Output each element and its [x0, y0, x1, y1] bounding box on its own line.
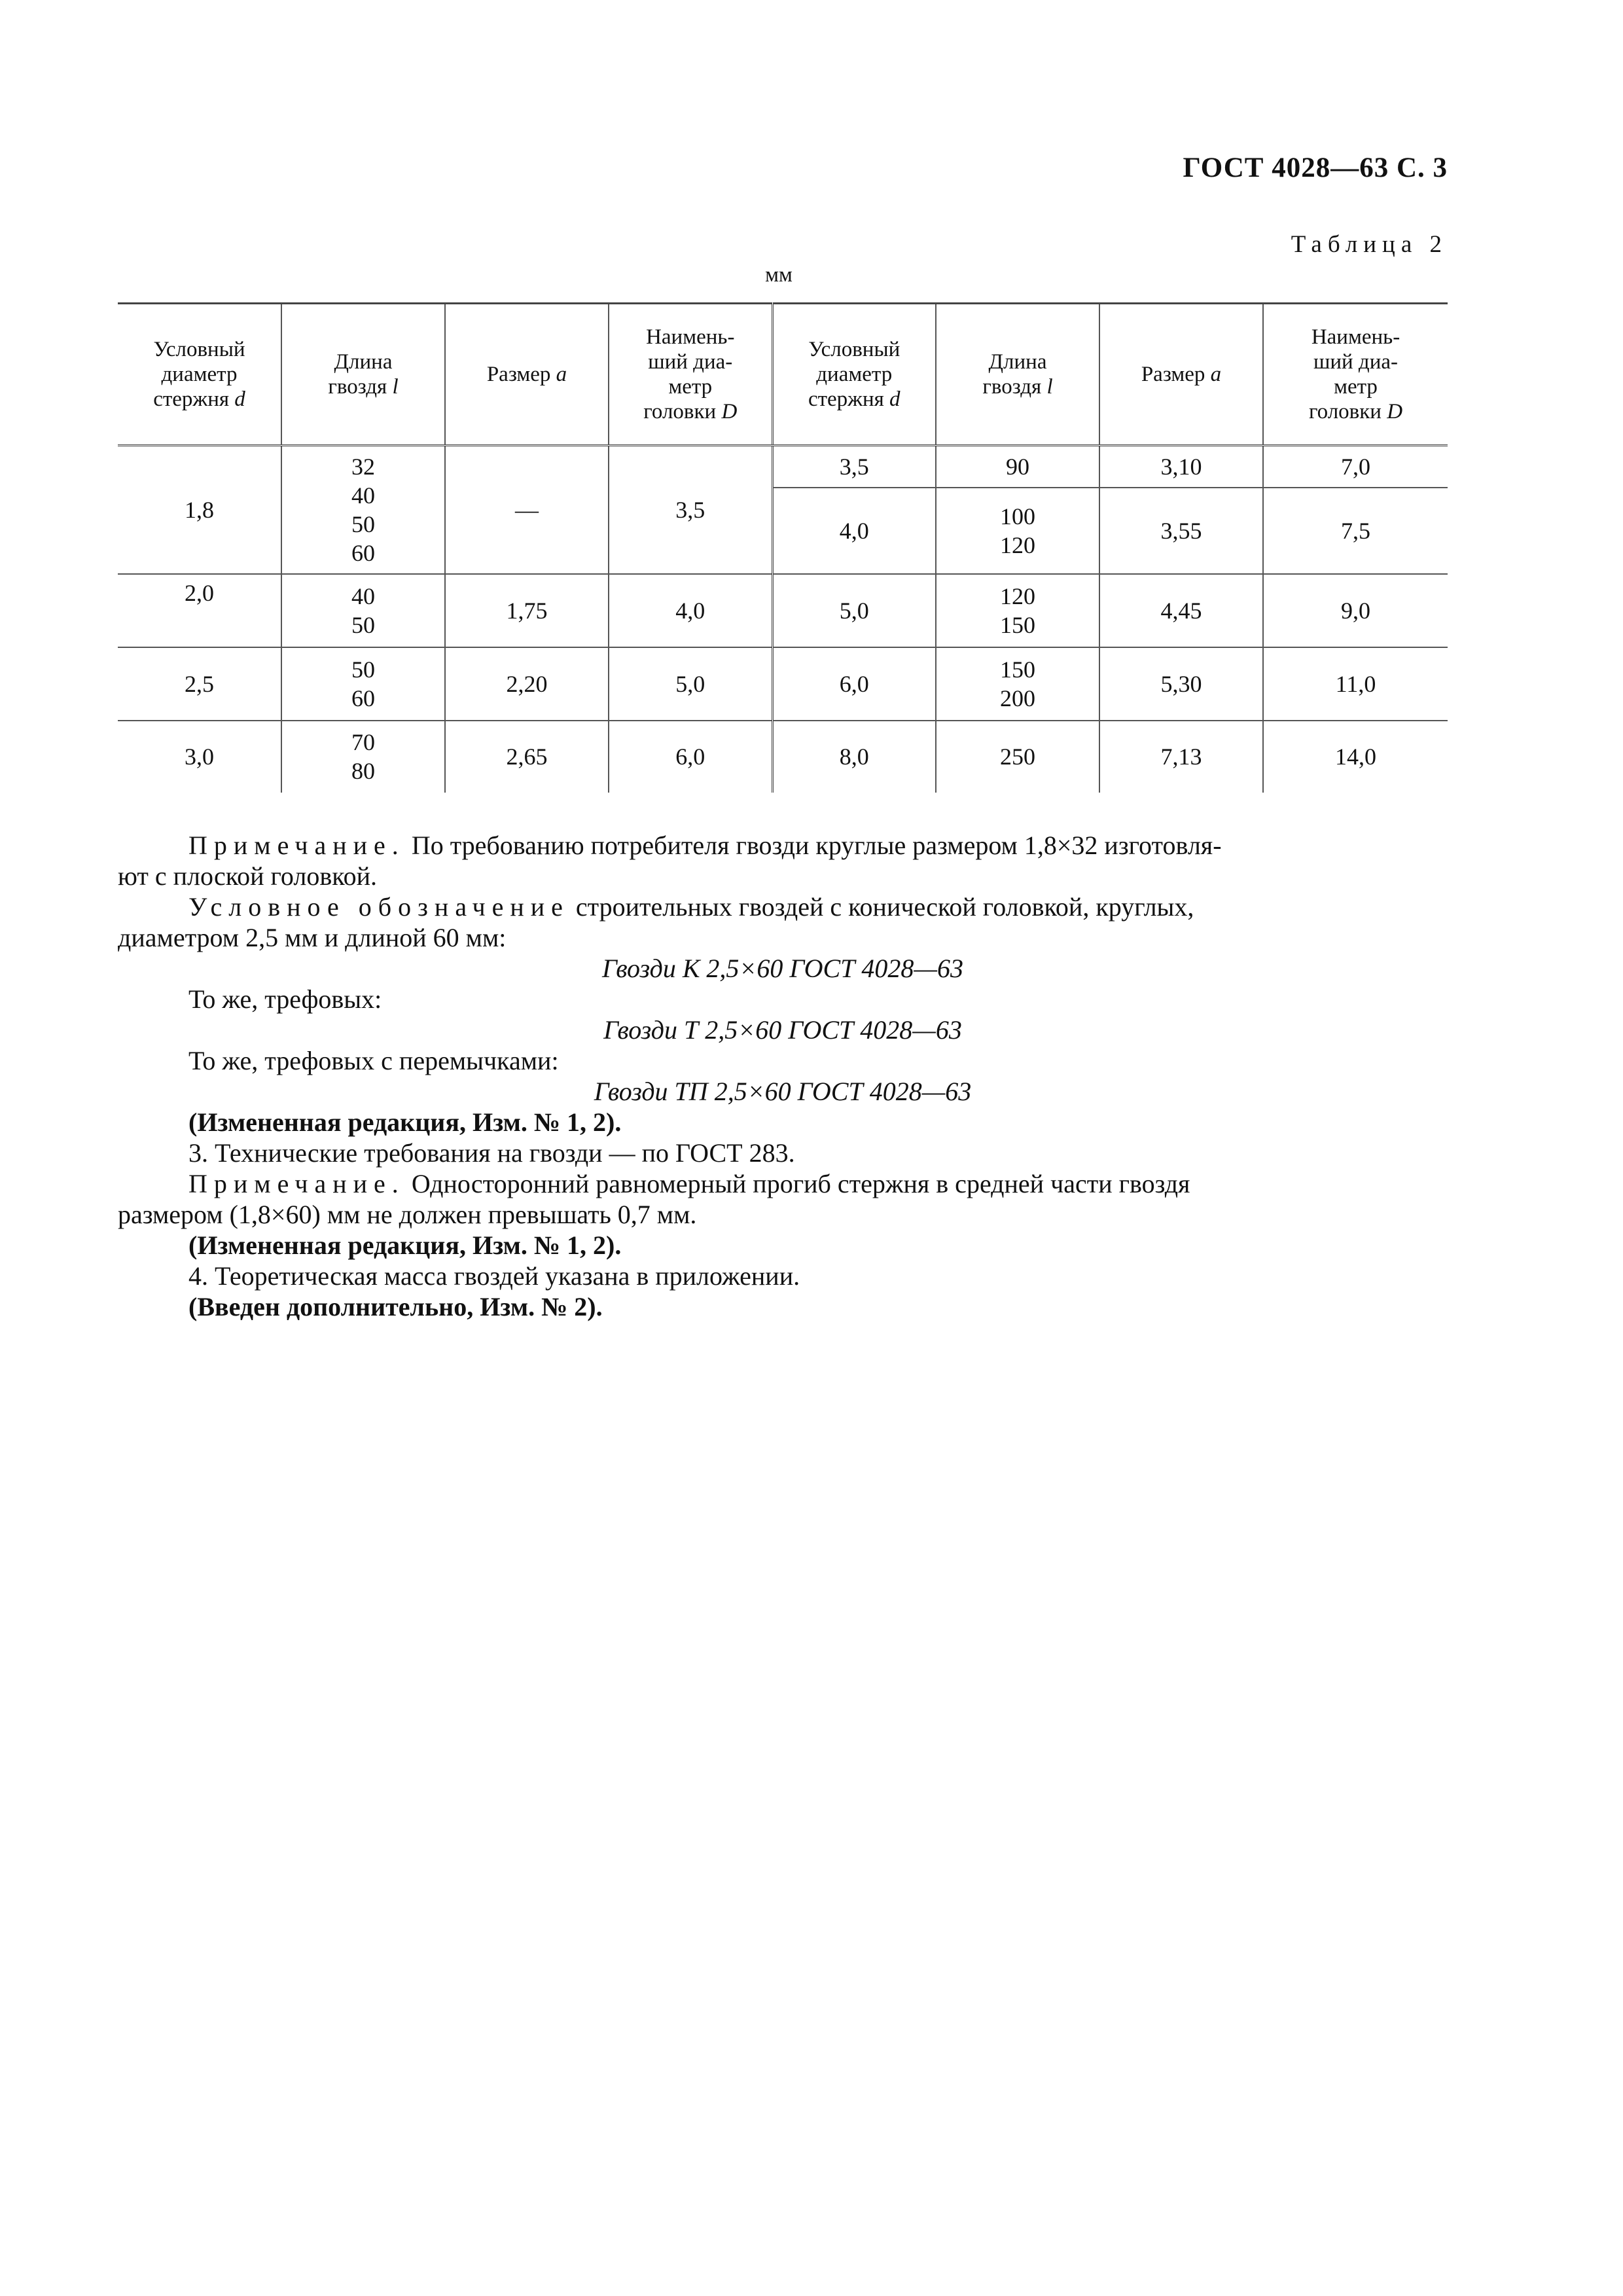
cell-l: 40 50 — [281, 574, 445, 647]
note-1-continuation: ют с плоской головкой. — [118, 861, 378, 891]
cell-a: — — [445, 446, 609, 574]
note-2-continuation: размером (1,8×60) мм не должен превышать 0,7 мм. — [118, 1200, 697, 1229]
cell-l: 120 150 — [936, 574, 1099, 647]
header-cell: Наимень- ший диа- метр головки D — [609, 304, 772, 446]
cell-D: 5,0 — [609, 647, 772, 721]
cell-l: 70 80 — [281, 721, 445, 793]
cell-d: 3,0 — [118, 721, 281, 793]
variable-symbol: a — [556, 363, 567, 386]
cell-D: 7,5 — [1263, 488, 1448, 574]
table-header-row — [118, 304, 1448, 446]
header-cell: Условный диаметр стержня d — [118, 304, 281, 446]
cell-d: 2,0 — [118, 574, 281, 647]
cell-D: 4,0 — [609, 574, 772, 647]
item-4: 4. Теоретическая масса гвоздей указана в приложении. — [188, 1261, 800, 1291]
variable-symbol: l — [392, 375, 399, 399]
header-cell: Условный диаметр стержня d — [772, 304, 936, 446]
cell-D: 6,0 — [609, 721, 772, 793]
cell-D: 11,0 — [1263, 647, 1448, 721]
cell-a: 4,45 — [1099, 574, 1263, 647]
amendment-note-1: (Измененная редакция, Изм. № 1, 2). — [188, 1107, 622, 1137]
variable-symbol: D — [721, 400, 738, 423]
cell-a: 2,20 — [445, 647, 609, 721]
table-row — [118, 446, 1448, 488]
same-trefoil-text: То же, трефовых: — [188, 984, 382, 1014]
cell-a: 2,65 — [445, 721, 609, 793]
cell-d: 3,5 — [772, 446, 936, 488]
designation-example-t: Гвозди Т 2,5×60 ГОСТ 4028—63 — [603, 1015, 962, 1045]
designation-paragraph: Условное обозначение строительных гвоздей с конической головкой, круглых, — [188, 892, 1194, 922]
designation-example-k: Гвозди К 2,5×60 ГОСТ 4028—63 — [601, 954, 963, 983]
cell-l: 50 60 — [281, 647, 445, 721]
table-row — [118, 647, 1448, 721]
header-cell: Размер a — [445, 304, 609, 446]
cell-d: 1,8 — [118, 446, 281, 574]
designation-continuation: диаметром 2,5 мм и длиной 60 мм: — [118, 923, 507, 952]
cell-l: 100 120 — [936, 488, 1099, 574]
variable-symbol: a — [1210, 363, 1222, 386]
cell-a: 3,10 — [1099, 446, 1263, 488]
variable-symbol: d — [234, 387, 245, 411]
variable-symbol: l — [1046, 375, 1053, 399]
header-cell: Длина гвоздя l — [281, 304, 445, 446]
cell-d: 8,0 — [772, 721, 936, 793]
document-code: ГОСТ 4028—63 С. 3 — [1183, 152, 1448, 183]
cell-a: 5,30 — [1099, 647, 1263, 721]
cell-l: 150 200 — [936, 647, 1099, 721]
cell-D: 3,5 — [609, 446, 772, 574]
nail-dimensions-table — [118, 302, 1448, 793]
note-2: Примечание. Односторонний равномерный прогиб стержня в средней части гвоздя — [188, 1169, 1190, 1198]
table-units: мм — [765, 263, 793, 287]
note-1: Примечание. По требованию потребителя гвозди круглые размером 1,8×32 изготовля- — [188, 831, 1222, 860]
amendment-note-3: (Введен дополнительно, Изм. № 2). — [188, 1292, 603, 1321]
variable-symbol: d — [889, 387, 901, 411]
table-label: Таблица 2 — [1291, 231, 1448, 258]
cell-D: 14,0 — [1263, 721, 1448, 793]
cell-l: 32 40 50 60 — [281, 446, 445, 574]
cell-a: 1,75 — [445, 574, 609, 647]
cell-l: 90 — [936, 446, 1099, 488]
cell-a: 3,55 — [1099, 488, 1263, 574]
designation-example-tp: Гвозди ТП 2,5×60 ГОСТ 4028—63 — [594, 1077, 972, 1106]
cell-d: 2,5 — [118, 647, 281, 721]
cell-d: 6,0 — [772, 647, 936, 721]
cell-D: 9,0 — [1263, 574, 1448, 647]
header-cell: Наимень- ший диа- метр головки D — [1263, 304, 1448, 446]
same-trefoil-bridges-text: То же, трефовых с перемычками: — [188, 1046, 559, 1075]
amendment-note-2: (Измененная редакция, Изм. № 1, 2). — [188, 1230, 622, 1260]
table-row — [118, 574, 1448, 647]
cell-d: 4,0 — [772, 488, 936, 574]
header-cell: Длина гвоздя l — [936, 304, 1099, 446]
cell-d: 5,0 — [772, 574, 936, 647]
table-row — [118, 721, 1448, 793]
header-cell: Размер a — [1099, 304, 1263, 446]
cell-l: 250 — [936, 721, 1099, 793]
item-3: 3. Технические требования на гвозди — по ГОСТ 283. — [188, 1138, 795, 1168]
variable-symbol: D — [1387, 400, 1403, 423]
cell-D: 7,0 — [1263, 446, 1448, 488]
cell-a: 7,13 — [1099, 721, 1263, 793]
